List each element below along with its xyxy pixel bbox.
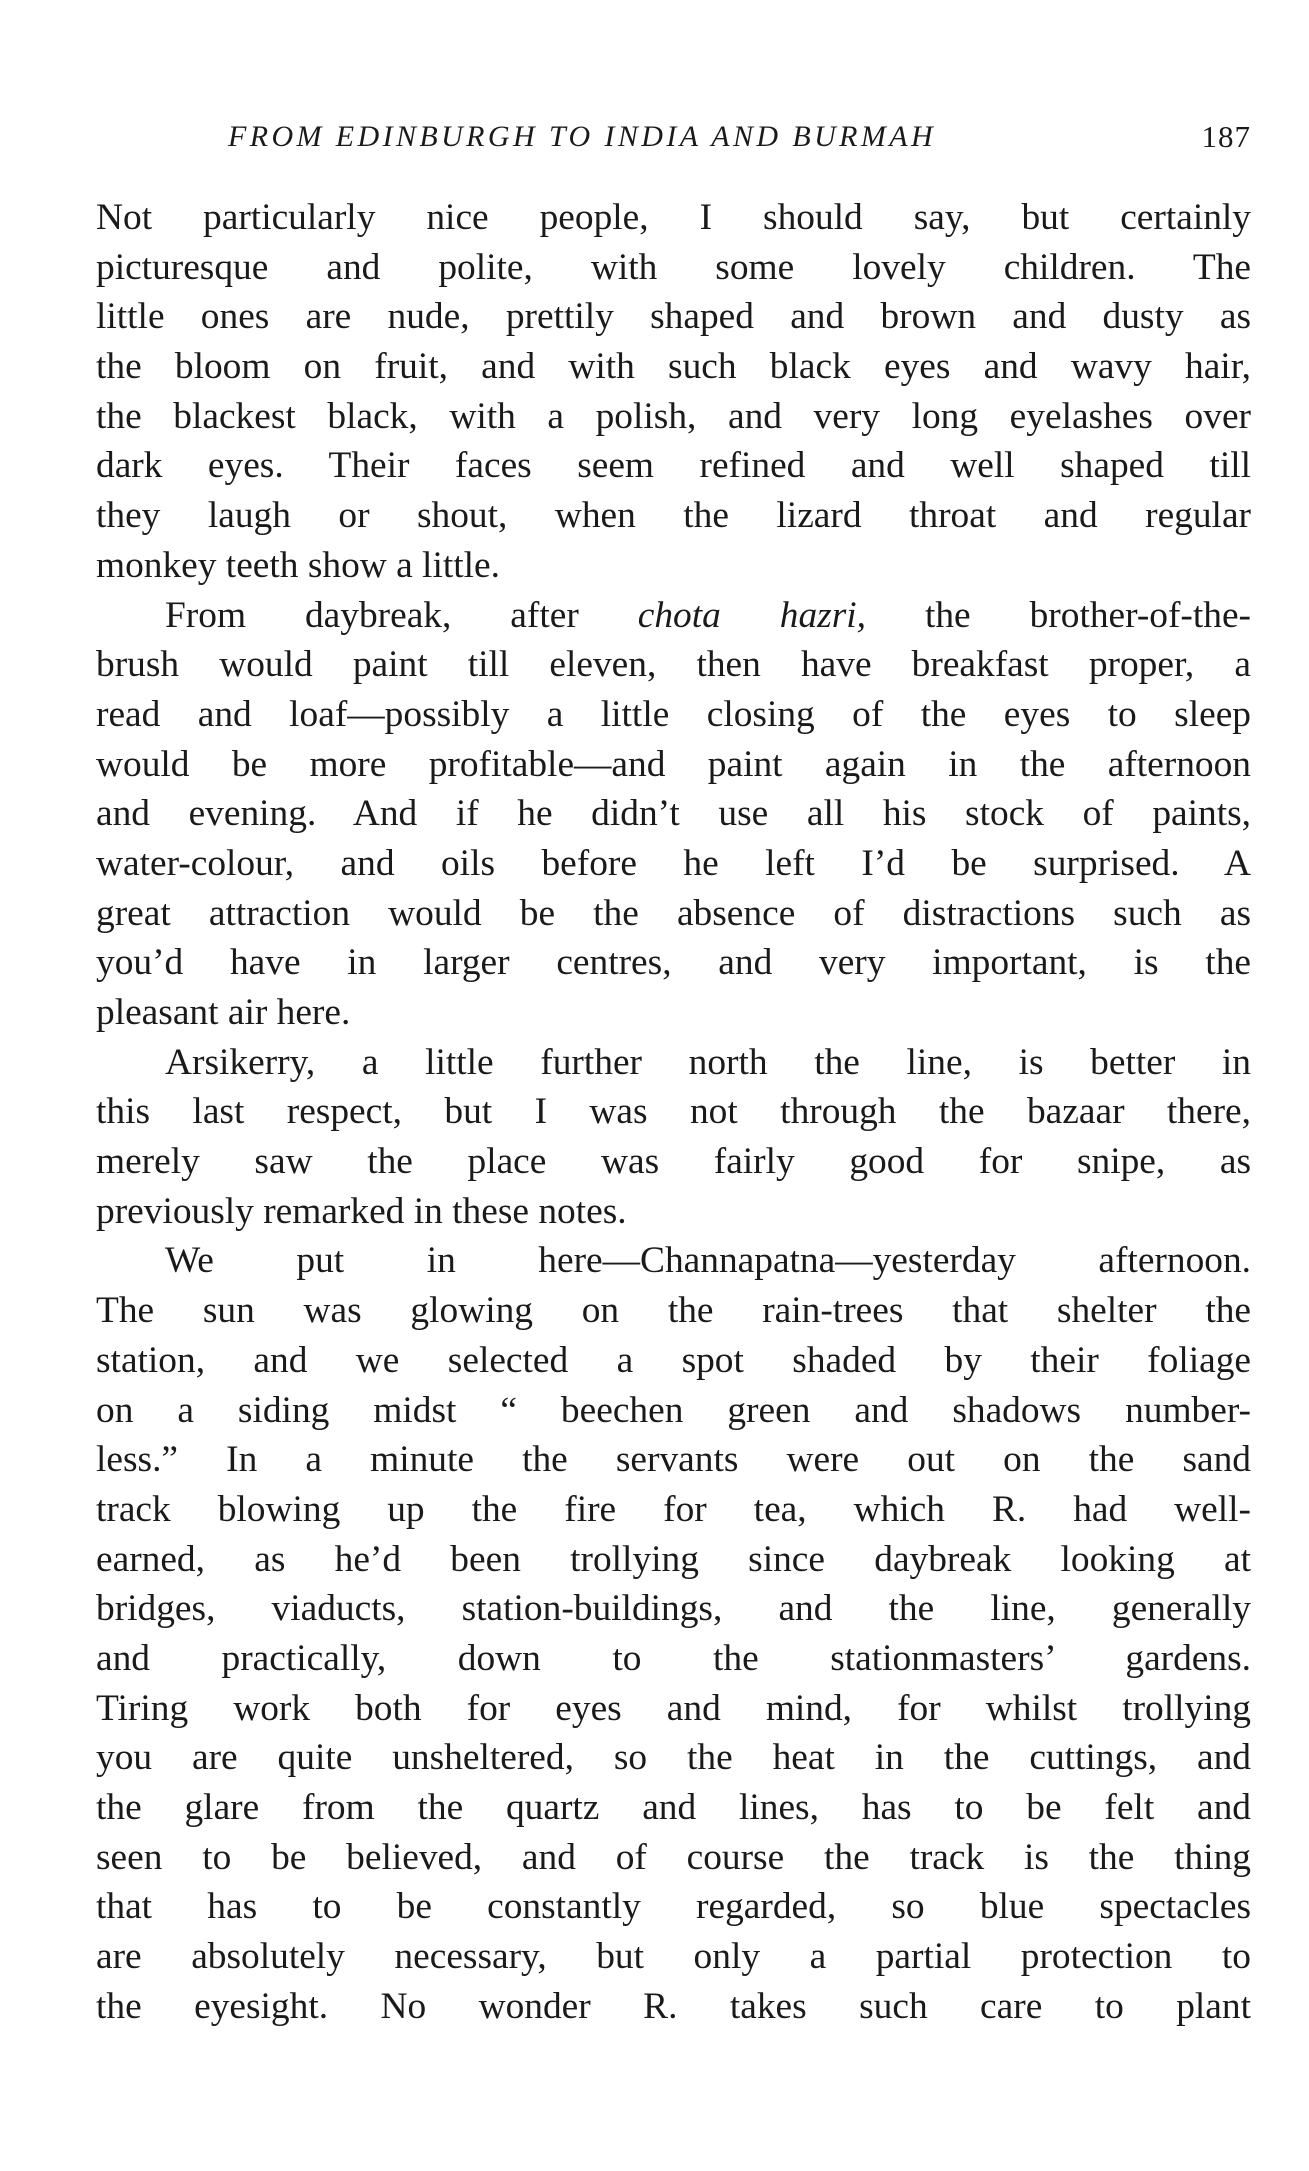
text-line: this last respect, but I was not through the bazaar there, [96,1091,1251,1133]
text-line: the eyesight. No wonder R. takes such care to plant [96,1985,1251,2027]
text-line: would be more profitable—and paint again in the afternoon [96,743,1251,785]
text-line [96,591,1251,641]
text-line: station, and we selected a spot shaded by their foliage [96,1339,1251,1381]
text-line: they laugh or shout, when the lizard throat and regular [96,495,1251,537]
text-line: Not particularly nice people, I should say, but certainly [96,197,1251,238]
text-line: bridges, viaducts, station-buildings, and the line, generally [96,1588,1251,1630]
text-line: brush would paint till eleven, then have breakfast proper, a [96,644,1251,686]
text-line: Arsikerry, a little further north the line, is better in [165,1041,1251,1083]
running-title: FROM EDINBURGH TO INDIA AND BURMAH [228,120,937,153]
text-line: less.” In a minute the servants were out on the sand [96,1439,1251,1481]
text-line: and evening. And if he didn’t use all his stock of paints, [96,793,1251,835]
text-line: monkey teeth show a little. [96,544,500,586]
page-number: 187 [1201,119,1251,154]
text-line: and practically, down to the stationmasters’ gardens. [96,1637,1251,1679]
text-line: the glare from the quartz and lines, has to be felt and [96,1787,1251,1828]
text-line: The sun was glowing on the rain-trees that shelter the [96,1290,1251,1332]
text-line: water-colour, and oils before he left I’d be surprised. A [96,842,1251,884]
paragraph [96,591,1251,1038]
text-line: great attraction would be the absence of distractions such as [96,892,1251,934]
paragraph [96,193,1251,591]
text-line: dark eyes. Their faces seem refined and well shaped till [96,445,1251,487]
text-line: the blackest black, with a polish, and very long eyelashes over [96,395,1251,437]
text-line: little ones are nude, prettily shaped and brown and dusty as [96,296,1251,338]
text-line: picturesque and polite, with some lovely children. The [96,246,1251,288]
text-segment: From daybreak, after [165,594,638,636]
text-line: merely saw the place was fairly good for snipe, as [96,1141,1251,1183]
text-line: are absolutely necessary, but only a partial protection to [96,1936,1251,1978]
body-text [96,193,1251,2031]
text-line: you are quite unsheltered, so the heat in the cuttings, and [96,1737,1251,1779]
text-line: that has to be constantly regarded, so blue spectacles [96,1886,1251,1928]
text-line: pleasant air here. [96,992,351,1033]
paragraph [96,1038,1251,1237]
text-line: you’d have in larger centres, and very important, is the [96,942,1251,984]
text-line: previously remarked in these notes. [96,1190,627,1232]
text-line: read and loaf—possibly a little closing of the eyes to sleep [96,693,1251,735]
text-line: the bloom on fruit, and with such black eyes and wavy hair, [96,346,1251,388]
text-segment: the brother-of-the- [866,594,1252,636]
italic-phrase: chota hazri, [637,594,867,636]
text-line: track blowing up the fire for tea, which R. had well- [96,1488,1251,1530]
text-line: earned, as he’d been trollying since daybreak looking at [96,1538,1251,1580]
text-line: on a siding midst “ beechen green and shadows number- [96,1389,1251,1431]
text-line: We put in here—Channapatna—yesterday afternoon. [165,1240,1251,1282]
text-line: Tiring work both for eyes and mind, for whilst trollying [96,1687,1251,1729]
running-head [96,112,1251,162]
text-line: seen to be believed, and of course the track is the thing [96,1836,1251,1878]
paragraph [96,1236,1251,2031]
